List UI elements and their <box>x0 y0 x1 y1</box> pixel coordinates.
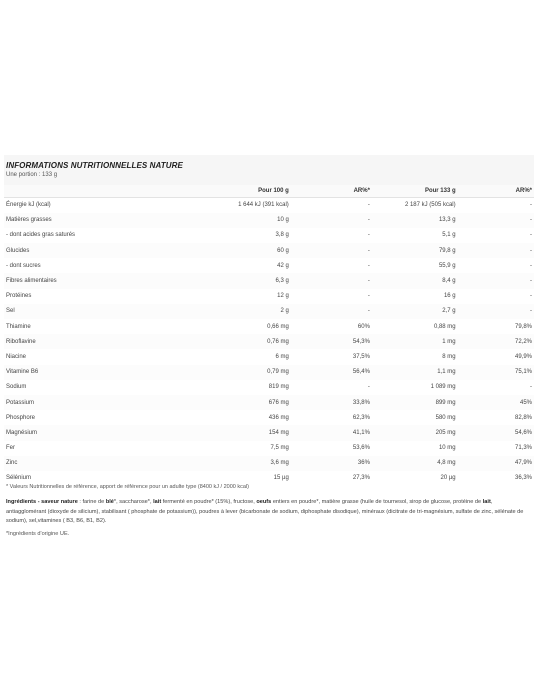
ar-per-133g: - <box>458 304 534 319</box>
ar-per-133g: 72,2% <box>458 334 534 349</box>
value-per-100g: 42 g <box>277 262 289 269</box>
value-per-133g: 20 µg <box>440 475 456 482</box>
ingredient-text: fermenté en poudre* (15%), fructose, <box>161 499 257 505</box>
column-header-nutrient <box>4 185 200 198</box>
value-per-133g: 1 089 mg <box>430 384 456 391</box>
column-header-per-100g: Pour 100 g <box>200 185 291 198</box>
ar-per-133g: 75,1% <box>458 365 534 380</box>
ingredients-text <box>6 498 530 527</box>
table-row <box>4 304 534 319</box>
nutrient-label: Sodium <box>6 384 27 391</box>
origin-note: *Ingrédients d'origine UE. <box>6 531 70 537</box>
nutrient-label: Glucides <box>4 243 200 258</box>
value-per-133g: 205 mg <box>372 425 458 440</box>
value-per-100g: 60 g <box>200 243 291 258</box>
nutrient-label: Magnésium <box>4 425 200 440</box>
value-per-100g: 154 mg <box>200 425 291 440</box>
value-per-100g: 436 mg <box>268 414 289 421</box>
table-row <box>4 441 534 456</box>
value-per-133g: 1,1 mg <box>372 365 458 380</box>
value-per-100g: 6 mg <box>275 353 289 360</box>
ar-per-133g: - <box>530 202 532 209</box>
value-per-133g: 8,4 g <box>372 273 458 288</box>
value-per-133g: 899 mg <box>372 395 458 410</box>
ar-per-100g: - <box>367 293 370 300</box>
value-per-100g: 10 g <box>200 213 291 228</box>
ar-per-133g: - <box>530 293 532 300</box>
value-per-100g: 6,3 g <box>200 273 291 288</box>
ar-per-133g: 79,8% <box>514 323 532 330</box>
table-row <box>4 365 534 380</box>
nutrient-label: Sélénium <box>6 475 32 482</box>
value-per-133g: 580 mg <box>435 414 456 421</box>
nutrient-label: Fer <box>6 445 15 452</box>
ingredient-emphasis: lait <box>153 499 162 505</box>
section-title: INFORMATIONS NUTRITIONNELLES NATURE <box>6 161 183 170</box>
reference-footnote: * Valeurs Nutritionnelles de référence, apport de référence pour un adulte type (8400 kJ / 2000 kcal) <box>6 484 249 490</box>
value-per-133g: 16 g <box>443 293 456 300</box>
value-per-133g: 1 mg <box>372 334 458 349</box>
ar-per-100g: - <box>367 232 370 239</box>
ar-per-133g: 45% <box>458 395 534 410</box>
ar-per-133g: - <box>458 213 534 228</box>
table-row <box>4 198 534 213</box>
ar-per-100g: 33,8% <box>291 395 372 410</box>
nutrient-label: Sel <box>4 304 200 319</box>
value-per-100g: 1 644 kJ (391 kcal) <box>238 202 289 209</box>
nutrient-label: Niacine <box>6 353 27 360</box>
table-header-row <box>4 185 534 198</box>
ar-per-133g: 82,8% <box>514 414 532 421</box>
table-row <box>4 410 534 425</box>
table-row <box>4 289 534 304</box>
ar-per-100g: - <box>367 384 370 391</box>
table-row <box>4 213 534 228</box>
value-per-100g: 819 mg <box>268 384 289 391</box>
value-per-133g: 8 mg <box>442 353 456 360</box>
nutrient-label: - dont sucres <box>6 262 41 269</box>
ar-per-133g: - <box>530 384 532 391</box>
ar-per-133g: 49,9% <box>514 353 532 360</box>
value-per-100g: 0,79 mg <box>200 365 291 380</box>
ar-per-100g: - <box>367 262 370 269</box>
table-row <box>4 456 534 471</box>
nutrient-label: Zinc <box>4 456 200 471</box>
table-row <box>4 334 534 349</box>
ar-per-100g: - <box>367 202 370 209</box>
value-per-133g: 13,3 g <box>372 213 458 228</box>
column-header-ar-100g: AR%* <box>291 185 372 198</box>
ar-per-100g: 62,3% <box>352 414 370 421</box>
value-per-100g: 676 mg <box>200 395 291 410</box>
nutrient-label: Riboflavine <box>4 334 200 349</box>
table-row <box>4 273 534 288</box>
nutrient-label: - dont acides gras saturés <box>6 232 76 239</box>
table-body <box>4 198 534 487</box>
value-per-133g: 5,1 g <box>442 232 456 239</box>
value-per-100g: 3,6 mg <box>200 456 291 471</box>
value-per-100g: 12 g <box>277 293 289 300</box>
ar-per-100g: 60% <box>357 323 370 330</box>
value-per-100g: 2 g <box>200 304 291 319</box>
table-row <box>4 258 534 273</box>
ingredient-text: entiers en poudre*, matière grasse (huile de tournesol, sirop de glucose, protéine de <box>271 499 483 505</box>
ar-per-133g: - <box>458 243 534 258</box>
value-per-133g: 2 187 kJ (505 kcal) <box>404 202 456 209</box>
ar-per-100g: 37,5% <box>352 353 370 360</box>
table-row <box>4 243 534 258</box>
ar-per-100g: - <box>291 243 372 258</box>
ar-per-100g: 53,6% <box>352 445 370 452</box>
nutrient-label: Fibres alimentaires <box>4 273 200 288</box>
value-per-133g: 2,7 g <box>372 304 458 319</box>
value-per-100g: 15 µg <box>273 475 289 482</box>
portion-subtitle: Une portion : 133 g <box>6 172 58 178</box>
ingredient-emphasis: blé <box>105 499 114 505</box>
ar-per-133g: 47,9% <box>458 456 534 471</box>
ar-per-100g: 27,3% <box>352 475 370 482</box>
nutrient-label: Thiamine <box>6 323 31 330</box>
value-per-100g: 3,8 g <box>275 232 289 239</box>
ar-per-100g: 54,3% <box>291 334 372 349</box>
ingredient-text: : farine de <box>77 499 106 505</box>
ar-per-100g: - <box>291 304 372 319</box>
ingredient-emphasis: oeufs <box>256 499 272 505</box>
table-row <box>4 380 534 395</box>
ar-per-133g: 54,6% <box>458 425 534 440</box>
ingredient-emphasis: Ingrédients - saveur nature <box>6 499 78 505</box>
ar-per-100g: 36% <box>291 456 372 471</box>
nutrition-table <box>4 185 534 486</box>
ar-per-133g: - <box>458 273 534 288</box>
value-per-133g: 0,88 mg <box>433 323 456 330</box>
ar-per-133g: 36,3% <box>514 475 532 482</box>
table-row <box>4 395 534 410</box>
ar-per-100g: 41,1% <box>291 425 372 440</box>
ingredient-text: , antiagglomérant (dioxyde de silicium), stabilisant ( phosphate de potassium)), poudres à lever (bicarbonate de sodium, diphosphate disodique), minéraux (dicitrate de tri-magnésium, sulfate de zinc, sélénate de sodium), sel,vitamines ( B3, B6, B1, B2). <box>6 499 524 524</box>
table-row <box>4 319 534 334</box>
ingredient-text: *, saccharose*, <box>113 499 154 505</box>
value-per-133g: 79,8 g <box>372 243 458 258</box>
nutrient-label: Protéines <box>6 293 32 300</box>
nutrient-label: Matières grasses <box>4 213 200 228</box>
ar-per-133g: 71,3% <box>514 445 532 452</box>
value-per-100g: 7,5 mg <box>270 445 289 452</box>
value-per-133g: 55,9 g <box>438 262 456 269</box>
ar-per-133g: - <box>530 262 532 269</box>
header-band <box>4 155 534 185</box>
table-row <box>4 425 534 440</box>
nutrient-label: Phosphore <box>6 414 36 421</box>
value-per-100g: 0,76 mg <box>200 334 291 349</box>
ar-per-100g: - <box>291 213 372 228</box>
value-per-133g: 4,8 mg <box>372 456 458 471</box>
ingredient-emphasis: lait <box>482 499 491 505</box>
nutrient-label: Énergie kJ (kcal) <box>6 202 51 209</box>
nutrient-label: Vitamine B6 <box>4 365 200 380</box>
ar-per-100g: 56,4% <box>291 365 372 380</box>
value-per-133g: 10 mg <box>438 445 456 452</box>
ar-per-133g: - <box>530 232 532 239</box>
nutrient-label: Potassium <box>4 395 200 410</box>
table-row <box>4 349 534 364</box>
column-header-ar-133g: AR%* <box>458 185 534 198</box>
value-per-100g: 0,66 mg <box>267 323 289 330</box>
ar-per-100g: - <box>291 273 372 288</box>
table-row <box>4 228 534 243</box>
column-header-per-133g: Pour 133 g <box>372 185 458 198</box>
